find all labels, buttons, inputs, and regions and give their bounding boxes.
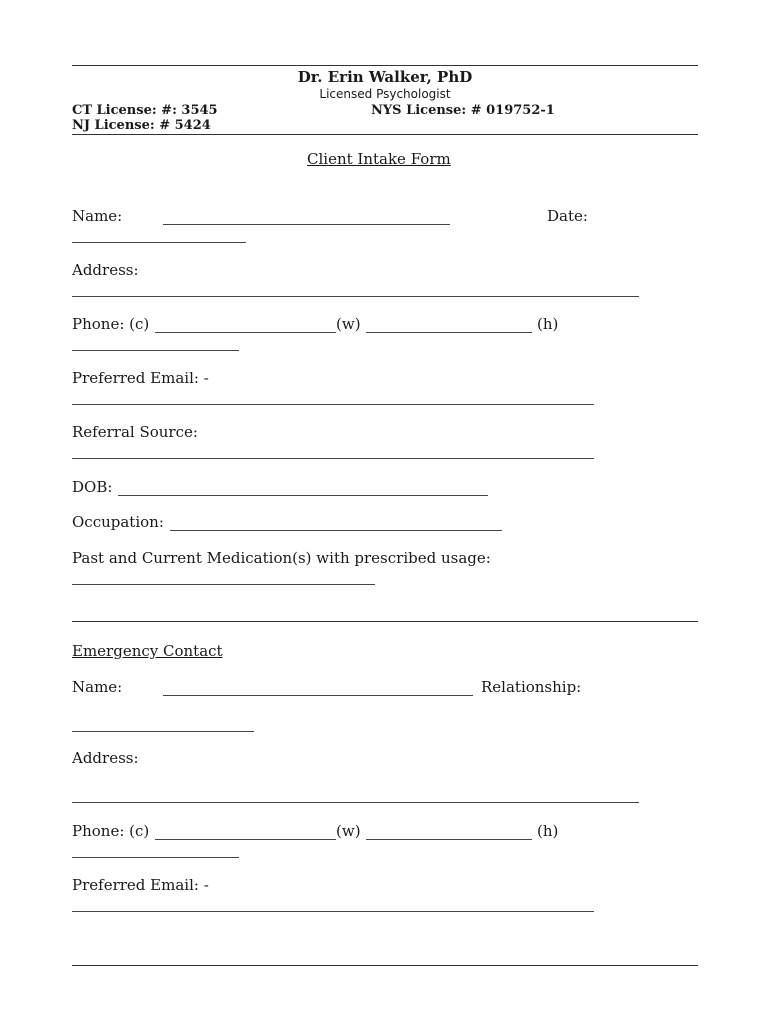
emergency-phone-w-label: (w) bbox=[336, 822, 361, 840]
client-phone-c-field[interactable] bbox=[155, 332, 336, 333]
form-title: Client Intake Form bbox=[307, 150, 451, 168]
emergency-phone-c-label: Phone: (c) bbox=[72, 822, 150, 840]
emergency-email-label: Preferred Email: - bbox=[72, 876, 209, 894]
emergency-email-field[interactable] bbox=[72, 911, 594, 912]
header-top-rule bbox=[72, 65, 698, 66]
dob-label: DOB: bbox=[72, 478, 113, 496]
doctor-title: Licensed Psychologist bbox=[319, 87, 451, 101]
medication-field-line-1[interactable] bbox=[72, 584, 375, 585]
doctor-name: Dr. Erin Walker, PhD bbox=[297, 68, 473, 86]
client-phone-w-field[interactable] bbox=[366, 332, 532, 333]
client-address-field[interactable] bbox=[72, 296, 639, 297]
section-divider bbox=[72, 621, 698, 622]
header-bottom-rule bbox=[72, 134, 698, 135]
emergency-name-field[interactable] bbox=[163, 695, 473, 696]
footer-rule bbox=[72, 965, 698, 966]
dob-field[interactable] bbox=[118, 495, 488, 496]
occupation-label: Occupation: bbox=[72, 513, 164, 531]
client-email-field[interactable] bbox=[72, 404, 594, 405]
referral-source-label: Referral Source: bbox=[72, 423, 198, 441]
emergency-relationship-label: Relationship: bbox=[481, 678, 582, 696]
ct-license: CT License: #: 3545 bbox=[72, 103, 218, 118]
nj-license: NJ License: # 5424 bbox=[72, 118, 211, 133]
emergency-phone-h-label: (h) bbox=[537, 822, 559, 840]
referral-source-field[interactable] bbox=[72, 458, 594, 459]
client-name-field[interactable] bbox=[163, 224, 450, 225]
client-address-label: Address: bbox=[72, 261, 139, 279]
emergency-address-label: Address: bbox=[72, 749, 139, 767]
medication-label: Past and Current Medication(s) with prescribed usage: bbox=[72, 549, 491, 567]
client-phone-h-label: (h) bbox=[537, 315, 559, 333]
emergency-relationship-field[interactable] bbox=[72, 731, 254, 732]
emergency-phone-h-field[interactable] bbox=[72, 857, 239, 858]
client-email-label: Preferred Email: - bbox=[72, 369, 209, 387]
emergency-phone-c-field[interactable] bbox=[155, 839, 336, 840]
client-phone-c-label: Phone: (c) bbox=[72, 315, 150, 333]
client-date-label: Date: bbox=[547, 207, 588, 225]
emergency-phone-w-field[interactable] bbox=[366, 839, 532, 840]
client-phone-w-label: (w) bbox=[336, 315, 361, 333]
client-phone-h-field[interactable] bbox=[72, 350, 239, 351]
occupation-field[interactable] bbox=[170, 530, 502, 531]
emergency-name-label: Name: bbox=[72, 678, 123, 696]
client-date-field[interactable] bbox=[72, 242, 246, 243]
nys-license: NYS License: # 019752-1 bbox=[371, 103, 555, 118]
client-name-label: Name: bbox=[72, 207, 123, 225]
emergency-contact-title: Emergency Contact bbox=[72, 642, 223, 660]
emergency-address-field[interactable] bbox=[72, 802, 639, 803]
